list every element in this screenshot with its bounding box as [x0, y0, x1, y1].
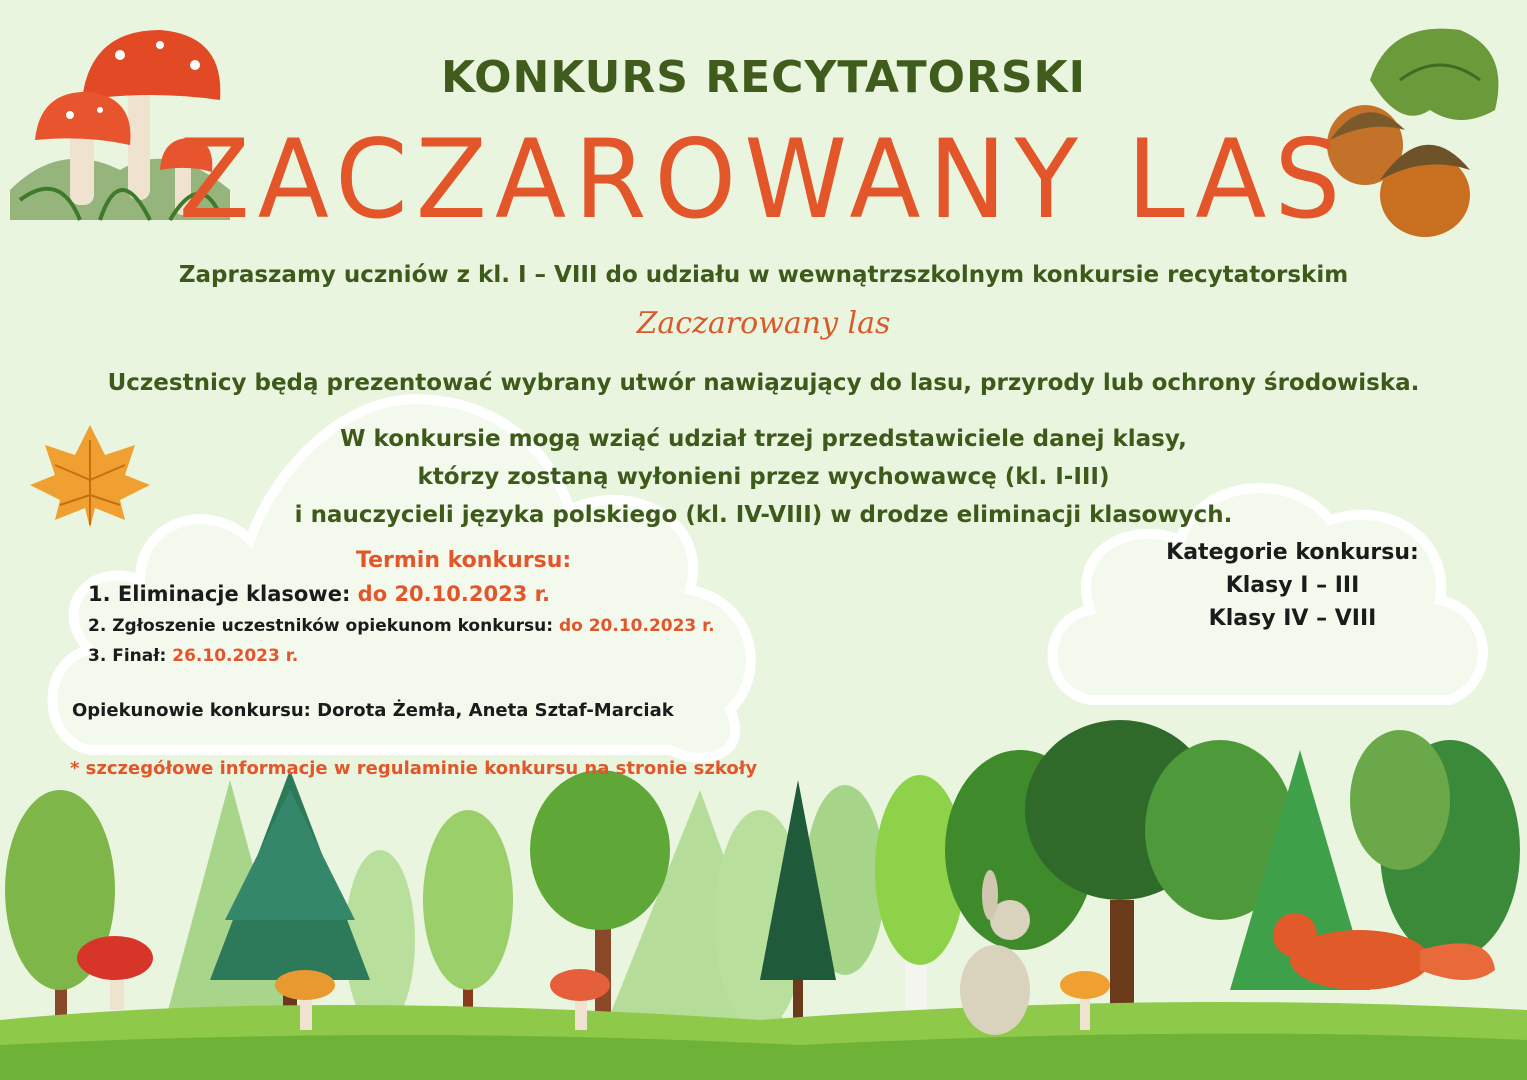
termin-item — [88, 646, 298, 666]
invite-text: Zapraszamy uczniów z kl. I – VIII do udziału w wewnątrzszkolnym konkursie recytatorskim — [178, 262, 1349, 288]
termin-item-label: Zgłoszenie uczestników opiekunom konkursu: — [112, 616, 554, 636]
categories-heading: Kategorie konkursu: — [1166, 540, 1419, 565]
termin-item-number: 1. — [88, 582, 111, 606]
termin-heading: Termin konkursu: — [356, 548, 572, 573]
page-subtitle: ZACZAROWANY LAS — [178, 114, 1349, 244]
termin-item-value: do 20.10.2023 r. — [357, 582, 550, 606]
categories-box — [1140, 540, 1445, 631]
page-title: KONKURS RECYTATORSKI — [440, 52, 1087, 103]
category-item: Klasy I – III — [1225, 573, 1360, 598]
script-title: Zaczarowany las — [636, 306, 891, 341]
termin-item — [88, 616, 715, 636]
participation-line: W konkursie mogą wziąć udział trzej przedstawiciele danej klasy, — [340, 426, 1187, 452]
footnote-text: * szczegółowe informacje w regulaminie konkursu na stronie szkoły — [70, 758, 758, 779]
participation-line: i nauczycieli języka polskiego (kl. IV-VIII) w drodze eliminacji klasowych. — [294, 502, 1233, 528]
termin-item — [88, 582, 550, 606]
description-text: Uczestnicy będą prezentować wybrany utwór nawiązujący do lasu, przyrody lub ochrony środowiska. — [107, 370, 1420, 396]
category-item: Klasy IV – VIII — [1208, 606, 1377, 631]
forest-illustration — [0, 700, 1527, 1080]
termin-item-label: Finał: — [112, 646, 167, 666]
supervisors-text: Opiekunowie konkursu: Dorota Żemła, Aneta Sztaf-Marciak — [72, 700, 674, 721]
participation-line: którzy zostaną wyłonieni przez wychowawcę (kl. I-III) — [417, 464, 1110, 490]
termin-item-value: do 20.10.2023 r. — [558, 616, 715, 636]
termin-item-number: 2. — [88, 616, 107, 636]
termin-item-number: 3. — [88, 646, 107, 666]
termin-item-label: Eliminacje klasowe: — [117, 582, 351, 606]
termin-item-value: 26.10.2023 r. — [172, 646, 299, 666]
